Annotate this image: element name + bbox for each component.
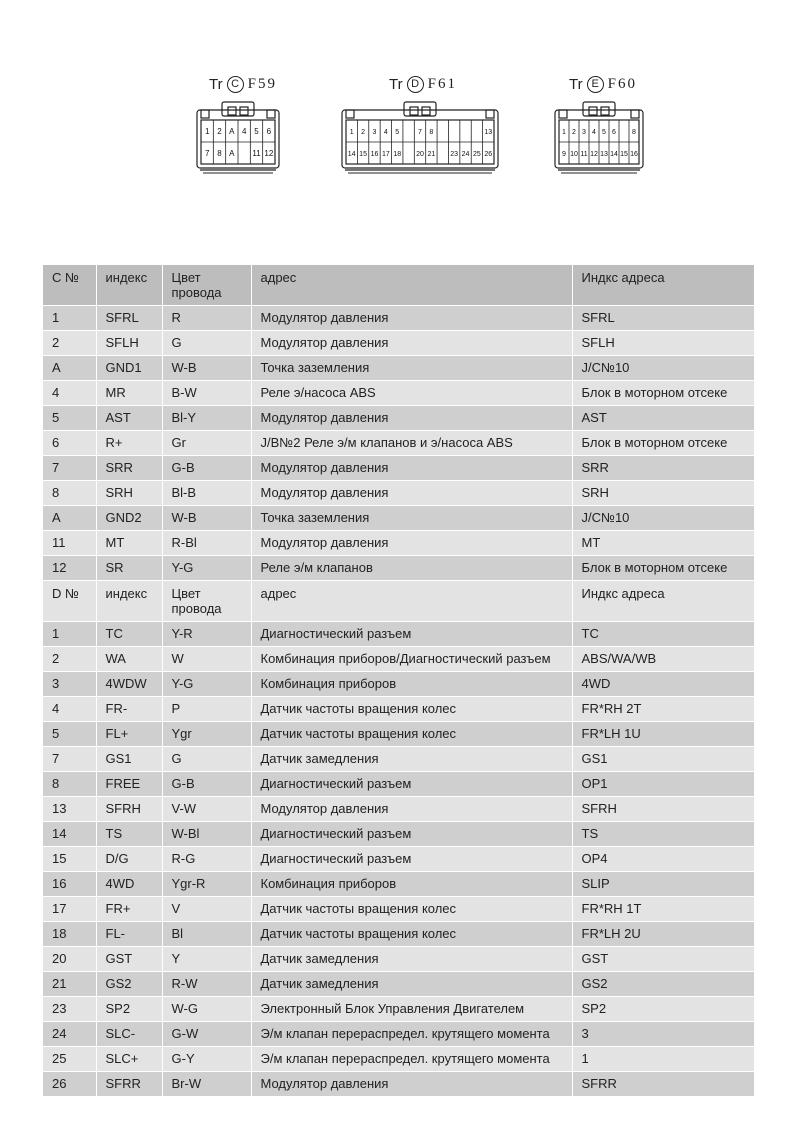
destination-cell: Датчик замедления [251, 747, 572, 772]
table-row [43, 772, 754, 797]
destination-index-cell: Блок в моторном отсеке [572, 556, 754, 581]
destination-cell: Модулятор давления [251, 406, 572, 431]
pin-label: 13 [600, 151, 608, 158]
destination-index-cell: OP1 [572, 772, 754, 797]
signal-index-cell: GND1 [96, 356, 162, 381]
wire-color-cell: R-W [162, 972, 251, 997]
wire-color-cell: G-B [162, 456, 251, 481]
pinout-table [43, 265, 754, 1097]
connector-letter-badge: C [227, 76, 244, 93]
header-destination-cell: адрес [251, 265, 572, 306]
pin-number-cell: 21 [43, 972, 96, 997]
pin-label: A [229, 127, 235, 136]
destination-index-cell: GS2 [572, 972, 754, 997]
pin-label: 6 [266, 127, 272, 136]
table-row [43, 797, 754, 822]
pin-label: 25 [473, 151, 481, 158]
pin-label: 4 [592, 129, 596, 136]
pin-label: 6 [612, 129, 616, 136]
destination-cell: Точка заземления [251, 506, 572, 531]
header-wire-color-cell: Цвет провода [162, 265, 251, 306]
destination-cell: Датчик частоты вращения колес [251, 897, 572, 922]
pin-number-cell: 2 [43, 647, 96, 672]
signal-index-cell: SP2 [96, 997, 162, 1022]
wire-color-cell: R-Bl [162, 531, 251, 556]
pin-number-cell: 8 [43, 481, 96, 506]
destination-cell: Комбинация приборов [251, 872, 572, 897]
pin-label: 21 [427, 151, 436, 158]
pin-label: 4 [241, 127, 247, 136]
table-row [43, 872, 754, 897]
destination-index-cell: 3 [572, 1022, 754, 1047]
pin-number-cell: 4 [43, 697, 96, 722]
pin-label: 3 [372, 129, 377, 136]
pin-label: 15 [359, 151, 367, 158]
destination-cell: Диагностический разъем [251, 622, 572, 647]
connector-plug-c [193, 100, 283, 176]
destination-cell: Комбинация приборов/Диагностический разъем [251, 647, 572, 672]
pin-label: 24 [461, 151, 470, 158]
signal-index-cell: FR+ [96, 897, 162, 922]
wire-color-cell: Bl-Y [162, 406, 251, 431]
pin-number-cell: 17 [43, 897, 96, 922]
connector-prefix: Tr [209, 76, 223, 93]
connector-plug-e [551, 100, 647, 176]
pin-label: 15 [620, 151, 628, 158]
pin-label: 14 [610, 151, 618, 158]
destination-cell: Реле э/м клапанов [251, 556, 572, 581]
pin-label: 8 [632, 129, 636, 136]
destination-cell: Модулятор давления [251, 481, 572, 506]
pin-number-cell: 24 [43, 1022, 96, 1047]
signal-index-cell: SFRL [96, 306, 162, 331]
table-row [43, 1047, 754, 1072]
pin-label: 13 [484, 129, 493, 136]
wire-color-cell: B-W [162, 381, 251, 406]
pin-number-cell: 18 [43, 922, 96, 947]
destination-index-cell: FR*LH 1U [572, 722, 754, 747]
pin-number-cell: 2 [43, 331, 96, 356]
destination-cell: Датчик частоты вращения колес [251, 722, 572, 747]
destination-index-cell: MT [572, 531, 754, 556]
wire-color-cell: Gr [162, 431, 251, 456]
pin-label: 5 [254, 127, 259, 136]
connector-title-d [389, 76, 457, 93]
destination-cell: Модулятор давления [251, 531, 572, 556]
signal-index-cell: 4WD [96, 872, 162, 897]
signal-index-cell: SLC+ [96, 1047, 162, 1072]
connector-code: F61 [427, 76, 457, 92]
pin-number-cell: 26 [43, 1072, 96, 1097]
table-row [43, 697, 754, 722]
wire-color-cell: W-B [162, 506, 251, 531]
destination-cell: Диагностический разъем [251, 772, 572, 797]
connector-letter-badge: E [587, 76, 604, 93]
wire-color-cell: W-B [162, 356, 251, 381]
wire-color-cell: G [162, 331, 251, 356]
connector-plug-d [338, 100, 502, 176]
pin-label: 7 [418, 129, 422, 136]
wire-color-cell: Ygr-R [162, 872, 251, 897]
destination-cell: Модулятор давления [251, 1072, 572, 1097]
wire-color-cell: G-W [162, 1022, 251, 1047]
pin-label: 26 [484, 151, 493, 158]
pin-label: 17 [381, 151, 390, 158]
destination-index-cell: TC [572, 622, 754, 647]
pin-label: 18 [393, 151, 402, 158]
connector-letter-badge: D [407, 76, 424, 93]
signal-index-cell: AST [96, 406, 162, 431]
destination-cell: Э/м клапан перераспредел. крутящего момента [251, 1022, 572, 1047]
signal-index-cell: SRH [96, 481, 162, 506]
signal-index-cell: GS1 [96, 747, 162, 772]
wire-color-cell: Ygr [162, 722, 251, 747]
pin-label: 16 [630, 151, 638, 158]
pin-label: 1 [562, 129, 566, 136]
table-row [43, 822, 754, 847]
pin-number-cell: 12 [43, 556, 96, 581]
header-pin-number-cell: C № [43, 265, 96, 306]
pin-label: 2 [361, 129, 366, 136]
signal-index-cell: FR- [96, 697, 162, 722]
header-destination-cell: адрес [251, 581, 572, 622]
pin-number-cell: 7 [43, 747, 96, 772]
table-row [43, 722, 754, 747]
table-row [43, 897, 754, 922]
pin-number-cell: 8 [43, 772, 96, 797]
destination-cell: Точка заземления [251, 356, 572, 381]
destination-cell: Модулятор давления [251, 306, 572, 331]
signal-index-cell: GST [96, 947, 162, 972]
connector-code: F60 [607, 76, 637, 92]
destination-index-cell: FR*RH 2T [572, 697, 754, 722]
destination-index-cell: SRR [572, 456, 754, 481]
table-row [43, 647, 754, 672]
pin-label: 10 [570, 151, 578, 158]
pin-number-cell: 5 [43, 722, 96, 747]
signal-index-cell: 4WDW [96, 672, 162, 697]
destination-index-cell: TS [572, 822, 754, 847]
pin-label: 20 [416, 151, 424, 158]
destination-index-cell: AST [572, 406, 754, 431]
table-row [43, 622, 754, 647]
pin-label: 14 [347, 151, 356, 158]
pin-label: 5 [602, 129, 606, 136]
wire-color-cell: W-G [162, 997, 251, 1022]
connector-code: F59 [247, 76, 277, 92]
header-destination-index-cell: Индкс адреса [572, 265, 754, 306]
wire-color-cell: W-Bl [162, 822, 251, 847]
wire-color-cell: Bl-B [162, 481, 251, 506]
table-header-row [43, 265, 754, 306]
table-row [43, 481, 754, 506]
destination-index-cell: SFRH [572, 797, 754, 822]
destination-cell: Э/м клапан перераспредел. крутящего момента [251, 1047, 572, 1072]
pin-number-cell: 14 [43, 822, 96, 847]
table-row [43, 306, 754, 331]
signal-index-cell: MR [96, 381, 162, 406]
pin-number-cell: 7 [43, 456, 96, 481]
wire-color-cell: V-W [162, 797, 251, 822]
destination-index-cell: SLIP [572, 872, 754, 897]
pin-number-cell: 25 [43, 1047, 96, 1072]
table-row [43, 381, 754, 406]
header-signal-index-cell: индекс [96, 265, 162, 306]
signal-index-cell: WA [96, 647, 162, 672]
signal-index-cell: GS2 [96, 972, 162, 997]
wire-color-cell: Bl [162, 922, 251, 947]
destination-index-cell: J/C№10 [572, 356, 754, 381]
pin-label: 11 [580, 151, 588, 158]
signal-index-cell: R+ [96, 431, 162, 456]
wire-color-cell: Br-W [162, 1072, 251, 1097]
table-row [43, 997, 754, 1022]
pin-number-cell: 5 [43, 406, 96, 431]
table-row [43, 947, 754, 972]
table-row [43, 922, 754, 947]
signal-index-cell: FL- [96, 922, 162, 947]
pin-label: 12 [264, 149, 274, 158]
pin-number-cell: A [43, 506, 96, 531]
destination-index-cell: SRH [572, 481, 754, 506]
destination-cell: Датчик замедления [251, 947, 572, 972]
wire-color-cell: Y-G [162, 556, 251, 581]
table-row [43, 456, 754, 481]
table-row [43, 431, 754, 456]
wire-color-cell: G-Y [162, 1047, 251, 1072]
pin-number-cell: 16 [43, 872, 96, 897]
pin-label: 3 [582, 129, 586, 136]
signal-index-cell: FL+ [96, 722, 162, 747]
table-row [43, 672, 754, 697]
destination-index-cell: ABS/WA/WB [572, 647, 754, 672]
destination-cell: Датчик частоты вращения колес [251, 922, 572, 947]
pin-number-cell: 1 [43, 306, 96, 331]
signal-index-cell: FREE [96, 772, 162, 797]
destination-index-cell: SFRL [572, 306, 754, 331]
destination-index-cell: FR*LH 2U [572, 922, 754, 947]
connector-title-c [209, 76, 277, 93]
table-row [43, 1072, 754, 1097]
destination-index-cell: J/C№10 [572, 506, 754, 531]
wire-color-cell: G-B [162, 772, 251, 797]
wire-color-cell: Y [162, 947, 251, 972]
connector-diagrams [0, 0, 794, 200]
pin-label: 2 [572, 129, 576, 136]
pin-number-cell: 13 [43, 797, 96, 822]
signal-index-cell: TC [96, 622, 162, 647]
destination-index-cell: GST [572, 947, 754, 972]
pin-label: 12 [590, 151, 598, 158]
signal-index-cell: SFRR [96, 1072, 162, 1097]
signal-index-cell: SLC- [96, 1022, 162, 1047]
destination-index-cell: SFLH [572, 331, 754, 356]
signal-index-cell: SFRH [96, 797, 162, 822]
header-pin-number-cell: D № [43, 581, 96, 622]
pin-number-cell: A [43, 356, 96, 381]
pin-number-cell: 15 [43, 847, 96, 872]
header-wire-color-cell: Цвет провода [162, 581, 251, 622]
pin-number-cell: 1 [43, 622, 96, 647]
pin-label: 7 [204, 149, 210, 158]
pin-label: 11 [252, 149, 261, 158]
wire-color-cell: Y-G [162, 672, 251, 697]
pin-label: 1 [204, 127, 210, 136]
table-row [43, 506, 754, 531]
destination-index-cell: GS1 [572, 747, 754, 772]
pin-number-cell: 20 [43, 947, 96, 972]
pin-label: A [229, 149, 235, 158]
pin-number-cell: 23 [43, 997, 96, 1022]
destination-cell: Модулятор давления [251, 797, 572, 822]
pin-label: 4 [383, 129, 388, 136]
destination-cell: Комбинация приборов [251, 672, 572, 697]
pin-number-cell: 4 [43, 381, 96, 406]
header-destination-index-cell: Индкс адреса [572, 581, 754, 622]
signal-index-cell: GND2 [96, 506, 162, 531]
pin-label: 2 [217, 127, 222, 136]
pin-label: 1 [349, 129, 354, 136]
destination-cell: Модулятор давления [251, 456, 572, 481]
destination-index-cell: SFRR [572, 1072, 754, 1097]
connector-title-e [569, 76, 637, 93]
header-signal-index-cell: индекс [96, 581, 162, 622]
wire-color-cell: G [162, 747, 251, 772]
table-row [43, 556, 754, 581]
signal-index-cell: SFLH [96, 331, 162, 356]
table-row [43, 972, 754, 997]
wire-color-cell: W [162, 647, 251, 672]
table-row [43, 847, 754, 872]
signal-index-cell: SR [96, 556, 162, 581]
destination-index-cell: Блок в моторном отсеке [572, 431, 754, 456]
pin-label: 5 [395, 129, 400, 136]
destination-index-cell: OP4 [572, 847, 754, 872]
pin-number-cell: 6 [43, 431, 96, 456]
connector-prefix: Tr [569, 76, 583, 93]
table-row [43, 356, 754, 381]
table-row [43, 331, 754, 356]
table-row [43, 1022, 754, 1047]
destination-cell: Датчик частоты вращения колес [251, 697, 572, 722]
destination-cell: J/B№2 Реле э/м клапанов и э/насоса ABS [251, 431, 572, 456]
wire-color-cell: V [162, 897, 251, 922]
pin-number-cell: 3 [43, 672, 96, 697]
destination-cell: Модулятор давления [251, 331, 572, 356]
destination-index-cell: SP2 [572, 997, 754, 1022]
destination-cell: Датчик замедления [251, 972, 572, 997]
destination-cell: Диагностический разъем [251, 822, 572, 847]
wire-color-cell: R [162, 306, 251, 331]
table-header-row [43, 581, 754, 622]
pin-label: 23 [450, 151, 459, 158]
table-row [43, 747, 754, 772]
destination-index-cell: 4WD [572, 672, 754, 697]
destination-index-cell: 1 [572, 1047, 754, 1072]
connector-prefix: Tr [389, 76, 403, 93]
wire-color-cell: Y-R [162, 622, 251, 647]
destination-index-cell: Блок в моторном отсеке [572, 381, 754, 406]
pin-label: 8 [217, 149, 222, 158]
pin-number-cell: 11 [43, 531, 96, 556]
table-row [43, 531, 754, 556]
destination-cell: Диагностический разъем [251, 847, 572, 872]
destination-cell: Электронный Блок Управления Двигателем [251, 997, 572, 1022]
signal-index-cell: TS [96, 822, 162, 847]
signal-index-cell: D/G [96, 847, 162, 872]
pin-label: 9 [562, 151, 566, 158]
wire-color-cell: P [162, 697, 251, 722]
table-row [43, 406, 754, 431]
signal-index-cell: SRR [96, 456, 162, 481]
pin-label: 16 [370, 151, 379, 158]
destination-index-cell: FR*RH 1T [572, 897, 754, 922]
destination-cell: Реле э/насоса ABS [251, 381, 572, 406]
pin-label: 8 [429, 129, 434, 136]
wire-color-cell: R-G [162, 847, 251, 872]
signal-index-cell: MT [96, 531, 162, 556]
